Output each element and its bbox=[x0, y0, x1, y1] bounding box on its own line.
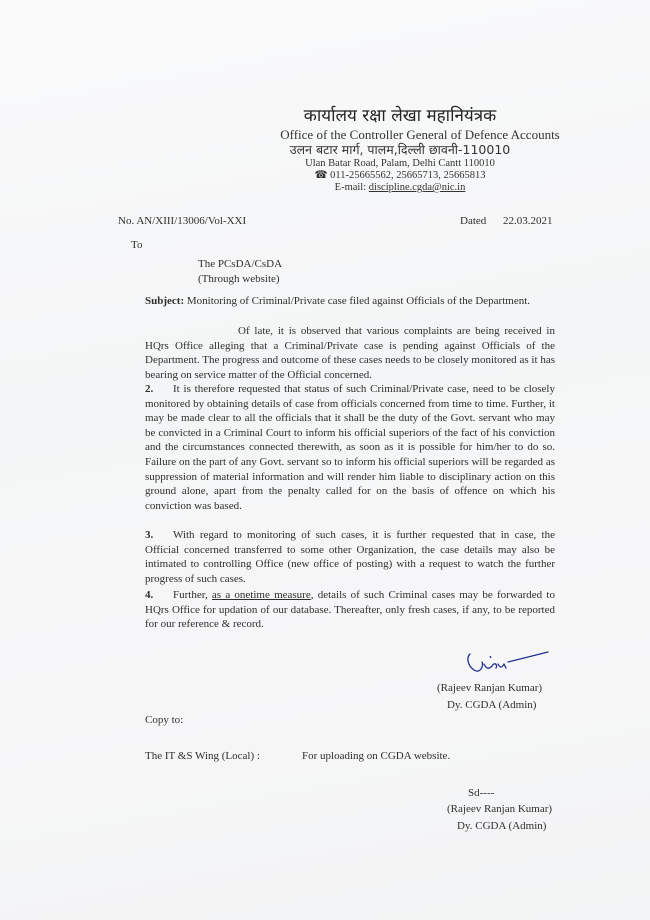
paragraph-1: Of late, it is observed that various complaints are being received in HQrs Office alleging that a Criminal/Private case is pending against Officials of the Department. The progress and outcome of these cases needs to be closely monitored as it has bearing on service matter of the Official concerned. bbox=[145, 325, 555, 381]
underlined-phrase: as a onetime measure bbox=[211, 589, 311, 601]
dated-label: Dated bbox=[460, 215, 487, 227]
reference-number: No. AN/XIII/13006/Vol-XXI bbox=[118, 215, 247, 227]
subject-text: Monitoring of Criminal/Private case filed against Officials of the Department. bbox=[186, 295, 531, 307]
telephone-icon: ☎ bbox=[314, 170, 328, 181]
paragraph-3: 3. With regard to monitoring of such cases, it is further requested that in case, the Official concerned transferred to some other Organization, the case details may also be intimated to controlling Office (new office of posting) with a request to watch the further progress of such cases. bbox=[145, 529, 555, 585]
email-line bbox=[200, 182, 600, 194]
paragraph-number: 3. bbox=[145, 529, 154, 541]
copy-recipient: The IT &S Wing (Local) : bbox=[145, 750, 260, 762]
email-link[interactable]: discipline.cgda@nic.in bbox=[368, 182, 466, 193]
addressee-line-1: The PCsDA/CsDA bbox=[198, 258, 283, 270]
subject-line bbox=[145, 294, 530, 308]
paragraph-2: 2. It is therefore requested that status of such Criminal/Private case, need to be closely monitored by obtaining details of case from officials concerned from time to time. Further, it may be made clear to all the officials that it shall be the duty of the Govt. servant who may be convicted in a Criminal Court to inform his official superiors of the fact of his conviction and the circumstances connected therewith, as soon as it is possible for him/her to do so. Failure on the part of any Govt. servant so to inform his official superiors will be regarded as suppression of material information and will render him liable to disciplinary action on this ground alone, apart from the penalty called for on the basis of offence on which his conviction was based. bbox=[145, 383, 555, 512]
addressee-line-2: (Through website) bbox=[198, 273, 280, 285]
signatory-designation-2: Dy. CGDA (Admin) bbox=[457, 820, 547, 832]
phone-numbers: 011-25665562, 25665713, 25665813 bbox=[330, 170, 486, 181]
to-label: To bbox=[131, 239, 143, 251]
copy-to-label: Copy to: bbox=[145, 714, 184, 726]
signatory-name-2: (Rajeev Ranjan Kumar) bbox=[447, 803, 553, 815]
english-address: Ulan Batar Road, Palam, Delhi Cantt 110010 bbox=[305, 158, 495, 169]
paragraph-number: 2. bbox=[145, 383, 154, 395]
copy-purpose: For uploading on CGDA website. bbox=[302, 750, 451, 762]
date-value: 22.03.2021 bbox=[503, 215, 553, 227]
signatory-designation: Dy. CGDA (Admin) bbox=[447, 699, 537, 711]
signatory-name: (Rajeev Ranjan Kumar) bbox=[437, 682, 543, 694]
hindi-address: उलन बटार मार्ग, पालम,दिल्ली छावनी-110010 bbox=[289, 142, 511, 157]
handwritten-signature bbox=[462, 644, 552, 684]
english-office-title: Office of the Controller General of Defence Accounts bbox=[280, 127, 560, 142]
email-label: E-mail: bbox=[334, 182, 367, 193]
sd-mark: Sd---- bbox=[468, 787, 495, 799]
hindi-office-title: कार्यालय रक्षा लेखा महानियंत्रक bbox=[303, 106, 497, 126]
subject-label: Subject: bbox=[145, 295, 185, 307]
letterhead bbox=[200, 104, 600, 194]
phone-line bbox=[200, 170, 600, 182]
paragraph-4: 4. Further, as a onetime measure, details of such Criminal cases may be forwarded to HQrs Office for updation of our database. Thereafter, only fresh cases, if any, to be reported for our reference & record. bbox=[145, 589, 555, 631]
paragraph-number: 4. bbox=[145, 589, 154, 601]
